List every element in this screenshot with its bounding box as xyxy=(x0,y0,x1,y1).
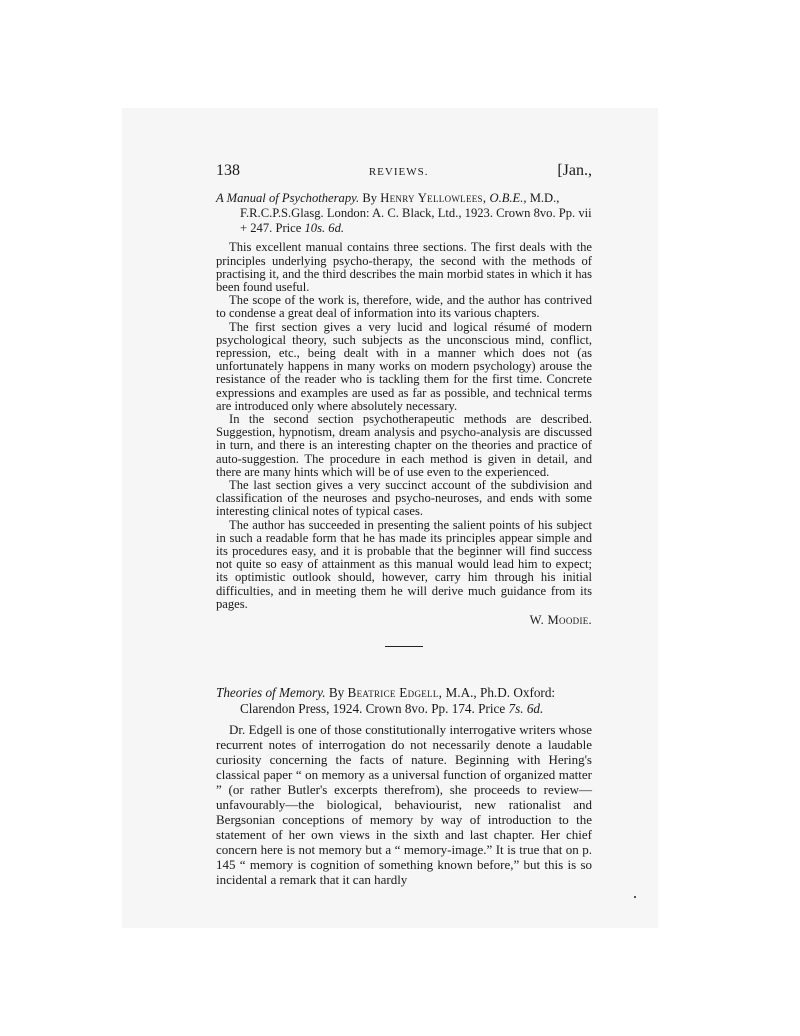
review-paragraph: The author has succeeded in presenting the salient points of his subject in such a readable form that he has made its principles appear simple and its procedures easy, and it is probable that the beginner will find success not quite so easy of attainment as this manual would lead him to expect; its optimistic outlook should, however, carry him through his initial difficulties, and in meeting them he will derive much guidance from its pages. xyxy=(216,517,592,611)
review-paragraph: Dr. Edgell is one of those constitutionally interrogative writers whose recurrent notes of interrogation do not necessarily denote a laudable curiosity concerning the facts of nature. Beginning with Hering's classical paper “ on memory as a universal function of organized matter ” (or rather Butler's excerpts therefrom), she proceeds to review—unfavourably—the biological, behaviourist, new rationalist and Bergsonian conceptions of memory by way of introduction to the statement of her own views in the sixth and last chapter. Her chief concern here is not memory but a “ memory-image.” It is true that on p. 145 “ memory is cognition of something known before,” but this is so incidental a remark that it can hardly xyxy=(216,722,592,888)
author-honours: O.B.E., xyxy=(489,191,527,205)
review-theories-of-memory xyxy=(216,685,592,887)
page-speck xyxy=(634,896,636,898)
book-price: 10s. 6d. xyxy=(304,220,345,235)
book-author: Beatrice Edgell, xyxy=(347,685,443,701)
reviewer-name: W. Moodie. xyxy=(529,613,592,628)
page-column xyxy=(216,161,592,887)
book-title: Theories of Memory. xyxy=(216,685,326,701)
review-paragraph: The last section gives a very succinct account of the subdivision and classification of the neuroses and psycho-neuroses, and ends with some interesting clinical notes of typical cases. xyxy=(216,478,592,519)
review-citation xyxy=(216,685,592,717)
publication-details: M.A., Ph.D. Oxford: Clarendon Press, 1924. Crown 8vo. Pp. 174. Price xyxy=(240,685,556,717)
reviewer-signature xyxy=(216,613,592,627)
running-head-date: [Jan., xyxy=(557,162,592,179)
page-number: 138 xyxy=(216,162,240,179)
running-head-title: REVIEWS. xyxy=(368,166,429,178)
review-paragraph: The scope of the work is, therefore, wide, and the author has contrived to condense a great deal of information into its various chapters. xyxy=(216,293,592,321)
section-divider xyxy=(385,646,423,647)
by-word: By xyxy=(362,191,378,205)
review-paragraph: The first section gives a very lucid and logical résumé of modern psychological theory, such subjects as the unconscious mind, conflict, repression, etc., being dealt with in a manner which does not (as unfortunately happens in many works on modern psychology) arouse the resistance of the reader who is tackling them for the first time. Concrete expressions and examples are used as far as possible, and technical terms are introduced only where absolutely necessary. xyxy=(216,319,592,413)
review-paragraph: In the second section psychotherapeutic methods are described. Suggestion, hypnotism, dream analysis and psycho-analysis are discussed in turn, and there is an interesting chapter on the theories and practice of auto-suggestion. The procedure in each method is given in detail, and there are many hints which will be of use even to the experienced. xyxy=(216,412,592,479)
book-title: A Manual of Psychotherapy. xyxy=(216,191,360,205)
review-citation xyxy=(216,191,592,235)
publication-details: M.D., F.R.C.P.S.Glasg. London: A. C. Black, Ltd., 1923. Crown 8vo. Pp. vii + 247. Price xyxy=(240,191,592,235)
running-header xyxy=(216,161,592,182)
review-psychotherapy xyxy=(216,191,592,627)
review-paragraph: This excellent manual contains three sections. The first deals with the principles underlying psycho-therapy, the second with the methods of practising it, and the third describes the main morbid states in which it has been found useful. xyxy=(216,240,592,294)
book-price: 7s. 6d. xyxy=(508,701,544,717)
book-author: Henry Yellowlees, xyxy=(380,191,487,205)
by-word: By xyxy=(328,685,345,701)
